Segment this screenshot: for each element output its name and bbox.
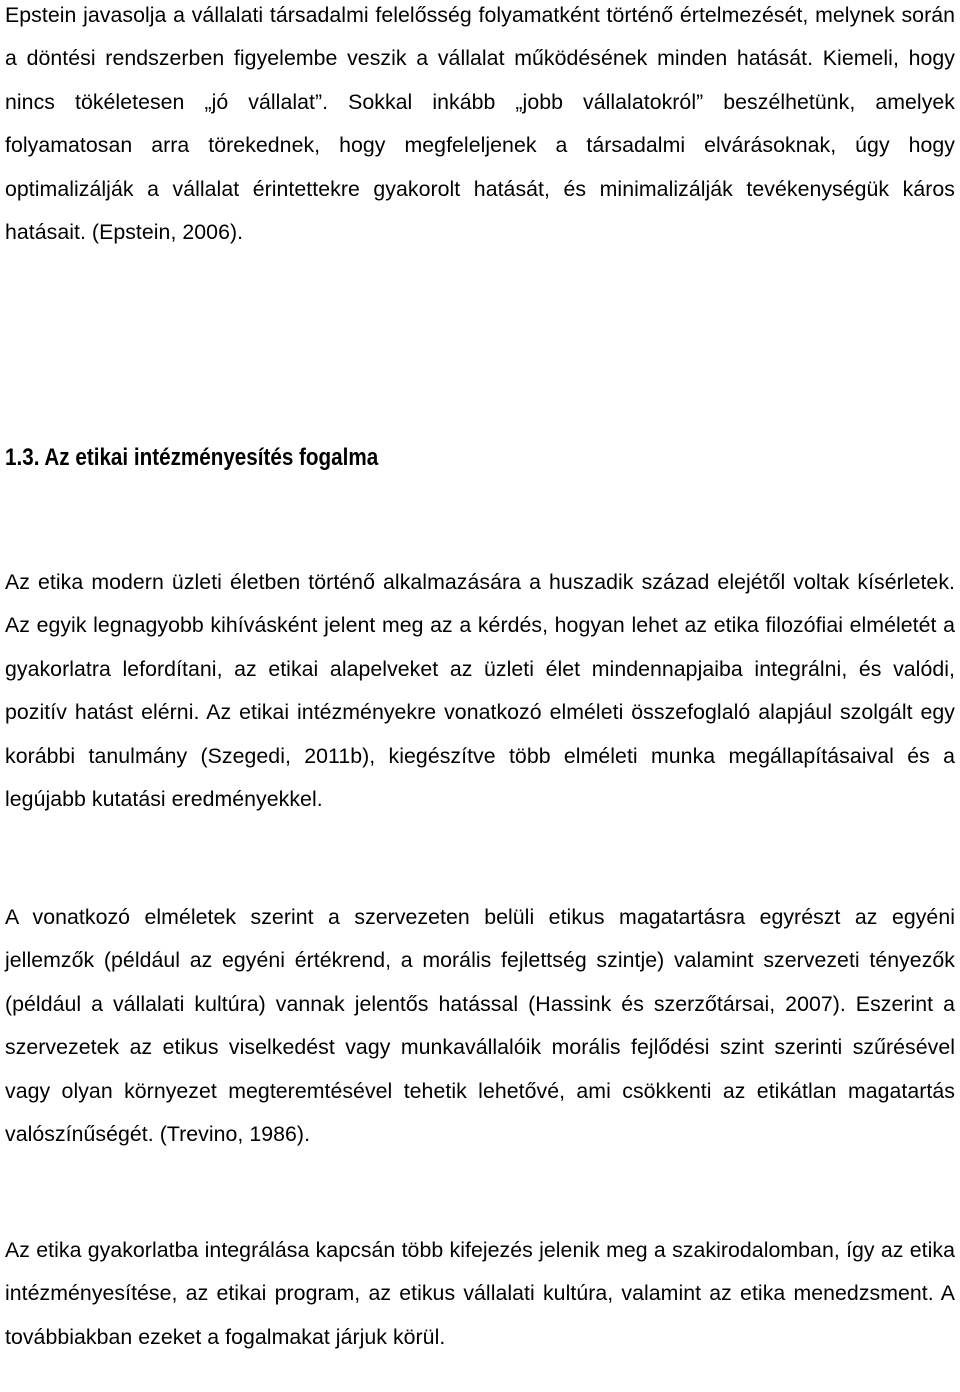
paragraph-theories: A vonatkozó elméletek szerint a szervezeten belüli etikus magatartásra egyrészt az egyéni jellemzők (például az egyéni értékrend, a morális fejlettség szintje) valamint szervezeti tényezők (például a vállalati kultúra) vannak jelentős hatással (Hassink és szerzőtársai, 2007). Eszerint a szervezetek az etikus viselkedést vagy munkavállalóik morális fejlődési szint szerinti szűrésével vagy olyan környezet megteremtésével tehetik lehetővé, ami csökkenti az etikátlan magatartás valószínűségét. (Trevino, 1986). (5, 905, 955, 1147)
paragraph-epstein: Epstein javasolja a vállalati társadalmi felelősség folyamatként történő értelmezését, melynek során a döntési rendszerben figyelembe veszik a vállalat működésének minden hatását. Kiemeli, hogy nincs tökéletesen „jó vállalat”. Sokkal inkább „jobb vállalatokról” beszélhetünk, amelyek folyamatosan arra törekednek, hogy megfeleljenek a társadalmi elvárásoknak, úgy hogy optimalizálják a vállalat érintettekre gyakorolt hatását, és minimalizálják tevékenységük káros hatásait. (Epstein, 2006). (5, 3, 955, 245)
paragraph-ethics-history: Az etika modern üzleti életben történő alkalmazására a huszadik század elejétől voltak kísérletek. Az egyik legnagyobb kihívásként jelent meg az a kérdés, hogyan lehet az etika filozófiai elméletét a gyakorlatra lefordítani, az etikai alapelveket az üzleti élet mindennapjaiba integrálni, és valódi, pozitív hatást elérni. Az etikai intézményekre vonatkozó elméleti összefoglaló alapjául szolgált egy korábbi tanulmány (Szegedi, 2011b), kiegészítve több elméleti munka megállapításaival és a legújabb kutatási eredményekkel. (5, 570, 955, 812)
section-heading: 1.3. Az etikai intézményesítés fogalma (5, 444, 379, 471)
paragraph-integration: Az etika gyakorlatba integrálása kapcsán több kifejezés jelenik meg a szakirodalomban, így az etika intézményesítése, az etikai program, az etikus vállalati kultúra, valamint az etika menedzsment. A továbbiakban ezeket a fogalmakat járjuk körül. (5, 1238, 955, 1349)
